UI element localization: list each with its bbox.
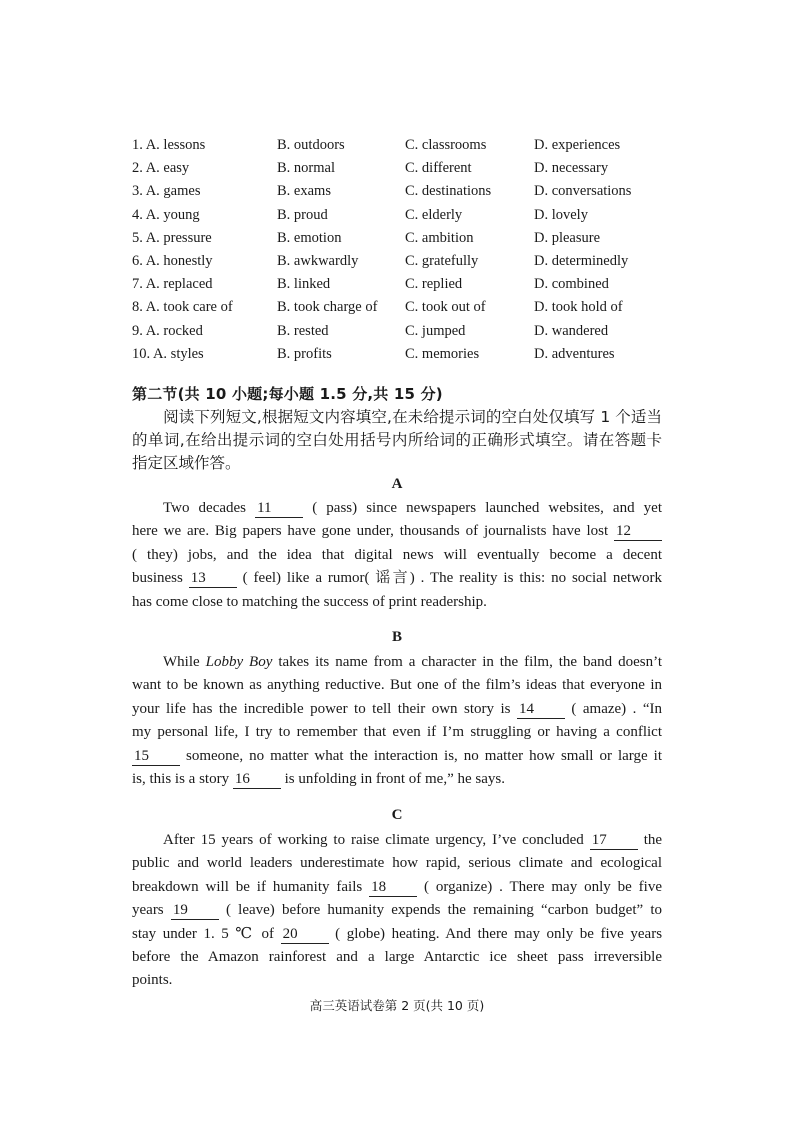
passage-line: has come close to matching the success of print readership. xyxy=(132,593,487,610)
section-instructions: 阅读下列短文,根据短文内容填空,在未给提示词的空白处仅填写 1 个适当的单词,在给出提示词的空白处用括号内所给词的正确形式填空。请在答题卡指定区域作答。 xyxy=(132,408,662,472)
passage-line: While Lobby Boy takes its name from a character in the film, the band doesn’t xyxy=(163,654,663,670)
option-c: C. classrooms xyxy=(405,137,487,153)
option-a: 9. A. rocked xyxy=(132,322,203,339)
option-b: B. awkwardly xyxy=(277,252,359,269)
option-c: C. replied xyxy=(405,276,463,293)
option-a: 5. A. pressure xyxy=(132,229,212,246)
passage-line: before the Amazon rainforest and a large Antarctic ice sheet pass irreversible xyxy=(132,948,662,965)
option-a: 10. A. styles xyxy=(132,345,204,362)
option-row xyxy=(132,322,672,345)
passage-a xyxy=(132,497,662,614)
option-a: 6. A. honestly xyxy=(132,252,213,269)
option-d: D. pleasure xyxy=(534,229,601,246)
blank-14[interactable]: 14 xyxy=(517,701,565,719)
blank-16[interactable]: 16 xyxy=(233,771,281,789)
blank-12[interactable]: 12 xyxy=(614,523,662,541)
passage-line: your life has the incredible power to tell their own story is 14 ( amaze) . “In xyxy=(132,700,662,717)
option-c: C. different xyxy=(405,160,472,177)
passage-line: Two decades 11 ( pass) since newspapers launched websites, and yet xyxy=(163,500,662,516)
option-row xyxy=(132,275,672,298)
section-heading: 第二节(共 10 小题;每小题 1.5 分,共 15 分) xyxy=(132,385,443,403)
passage-b-heading: B xyxy=(391,629,402,645)
passage-line: public and world leaders underestimate how rapid, serious climate and ecological xyxy=(132,855,662,872)
option-a: 1. A. lessons xyxy=(132,137,206,153)
blank-13[interactable]: 13 xyxy=(189,570,237,588)
option-c: C. elderly xyxy=(405,206,463,223)
blank-19[interactable]: 19 xyxy=(171,902,219,920)
option-row xyxy=(132,206,672,229)
option-c: C. destinations xyxy=(405,183,492,200)
option-b: B. outdoors xyxy=(277,137,345,153)
option-b: B. emotion xyxy=(277,229,342,246)
blank-17[interactable]: 17 xyxy=(590,832,638,850)
passage-line: is, this is a story 16 is unfolding in front of me,” he says. xyxy=(132,770,505,787)
blank-18[interactable]: 18 xyxy=(369,879,417,897)
option-d: D. lovely xyxy=(534,206,588,223)
passage-line: business 13 ( feel) like a rumor( 谣言) . The reality is this: no social network xyxy=(132,570,663,587)
option-c: C. gratefully xyxy=(405,252,479,269)
option-a: 3. A. games xyxy=(132,183,201,200)
passage-line: my personal life, I try to remember that even if I’m struggling or having a conflict xyxy=(132,724,662,741)
passage-line: 15 someone, no matter what the interaction is, no matter how small or large it xyxy=(134,747,662,764)
passage-c xyxy=(132,829,662,993)
option-b: B. exams xyxy=(277,183,331,200)
option-c: C. ambition xyxy=(405,229,474,246)
option-a: 7. A. replaced xyxy=(132,276,213,293)
passage-line: After 15 years of working to raise climate urgency, I’ve concluded 17 the xyxy=(163,832,663,848)
passage-line: want to be known as anything reductive. But one of the film’s ideas that everyone in xyxy=(132,677,662,694)
option-b: B. profits xyxy=(277,345,332,362)
blank-20[interactable]: 20 xyxy=(281,926,329,944)
film-title: Lobby Boy xyxy=(205,654,273,670)
option-d: D. wandered xyxy=(534,322,609,339)
option-d: D. necessary xyxy=(534,160,609,177)
option-d: D. combined xyxy=(534,276,609,293)
option-a: 4. A. young xyxy=(132,206,200,223)
passage-line: stay under 1. 5 ℃ of 20 ( globe) heating. And there may only be five years xyxy=(132,925,663,942)
option-b: B. proud xyxy=(277,206,328,223)
option-row xyxy=(132,136,672,159)
option-c: C. memories xyxy=(405,345,480,362)
option-d: D. conversations xyxy=(534,183,632,200)
option-d: D. determinedly xyxy=(534,252,629,269)
option-d: D. adventures xyxy=(534,345,615,362)
blank-11[interactable]: 11 xyxy=(255,500,303,518)
option-d: D. took hold of xyxy=(534,299,623,316)
option-b: B. linked xyxy=(277,276,331,293)
option-c: C. took out of xyxy=(405,299,486,316)
option-a: 2. A. easy xyxy=(132,160,190,177)
option-a: 8. A. took care of xyxy=(132,299,233,316)
option-row xyxy=(132,345,672,368)
passage-line: points. xyxy=(132,972,173,989)
passage-b xyxy=(132,651,662,791)
option-b: B. rested xyxy=(277,322,329,339)
option-b: B. took charge of xyxy=(277,299,378,316)
passage-a-heading: A xyxy=(391,476,403,492)
option-row xyxy=(132,182,672,205)
option-row xyxy=(132,298,672,321)
options-table xyxy=(132,136,672,368)
option-row xyxy=(132,159,672,182)
option-c: C. jumped xyxy=(405,322,466,339)
passage-line: ( they) jobs, and the idea that digital news will eventually become a decent xyxy=(132,546,662,563)
passage-line: years 19 ( leave) before humanity expends the remaining “carbon budget” to xyxy=(132,902,663,919)
passage-line: breakdown will be if humanity fails 18 ( organize) . There may only be five xyxy=(132,878,663,895)
passage-line: here we are. Big papers have gone under, thousands of journalists have lost 12 xyxy=(132,520,662,543)
option-b: B. normal xyxy=(277,160,335,177)
option-d: D. experiences xyxy=(534,137,621,153)
blank-15[interactable]: 15 xyxy=(132,748,180,766)
option-row xyxy=(132,252,672,275)
page-footer: 高三英语试卷第 2 页(共 10 页) xyxy=(309,998,485,1013)
option-row xyxy=(132,229,672,252)
passage-c-heading: C xyxy=(391,807,403,823)
